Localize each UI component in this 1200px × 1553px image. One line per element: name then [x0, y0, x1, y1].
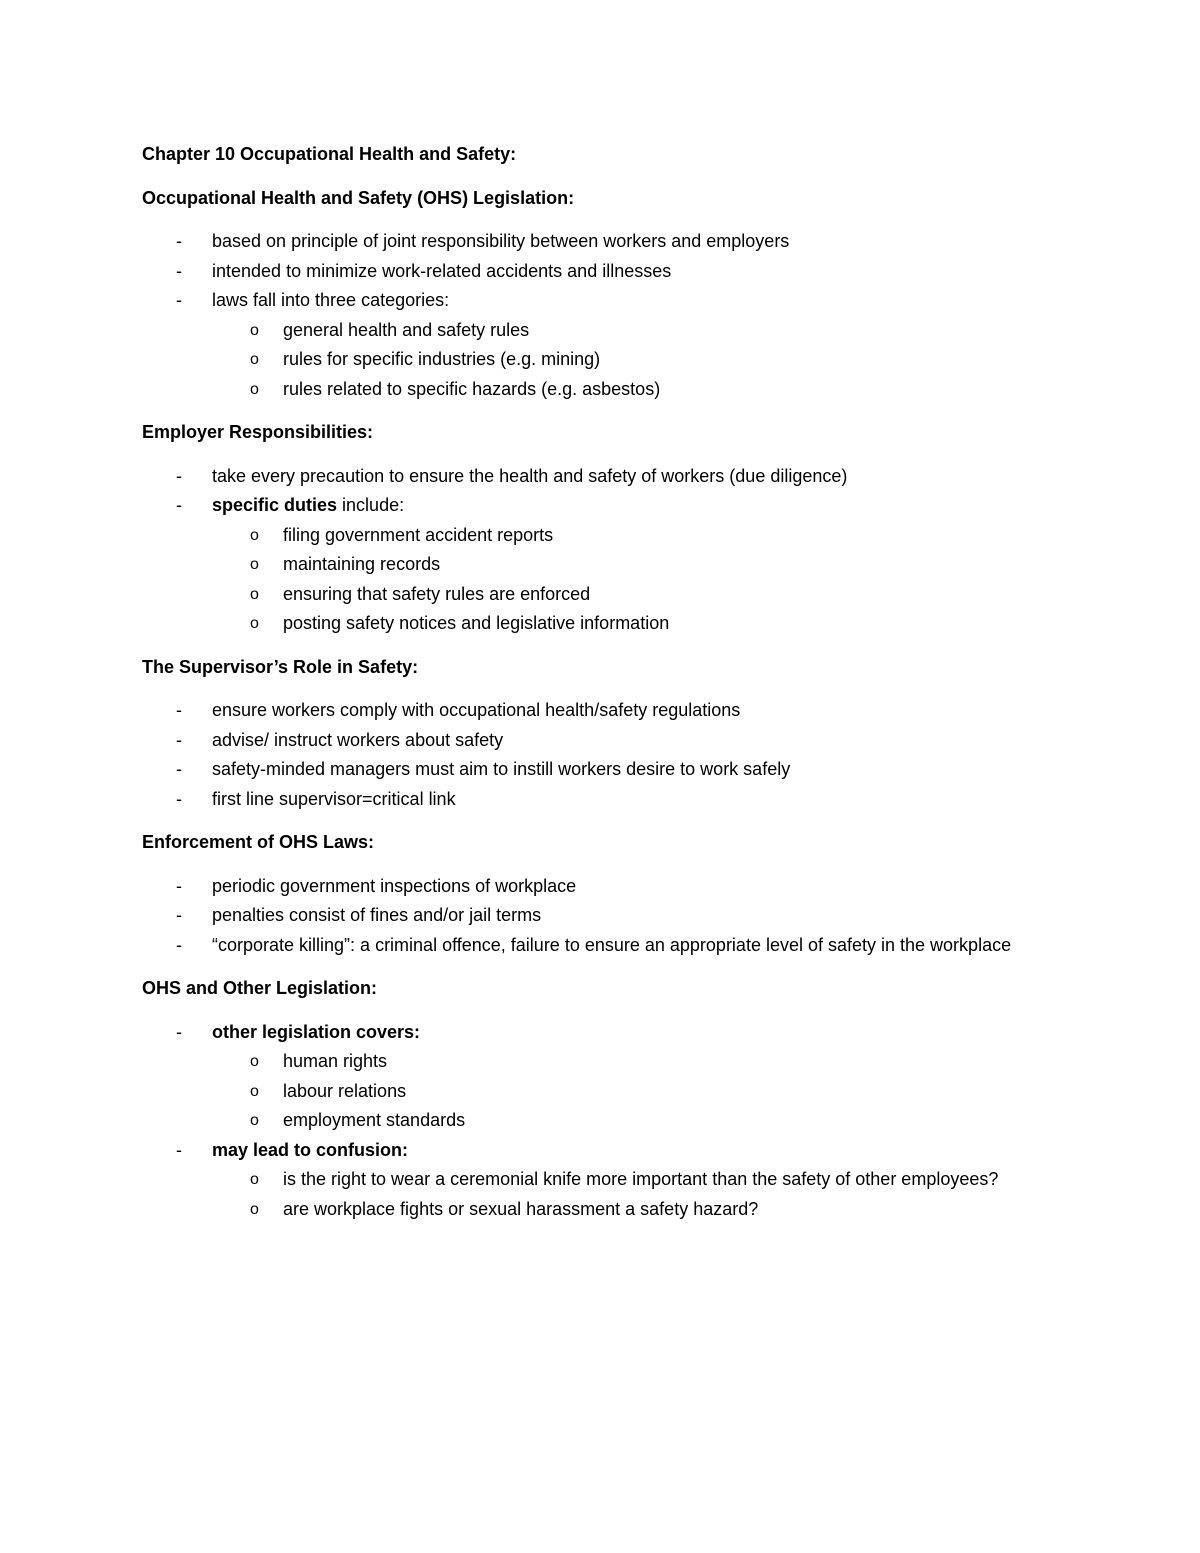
bullet-list	[142, 462, 1042, 639]
item-text: first line supervisor=critical link	[212, 788, 456, 809]
list-item	[142, 1018, 1042, 1136]
dash-marker: -	[176, 231, 182, 251]
sub-item-text: general health and safety rules	[283, 319, 530, 340]
sub-list-item	[142, 1195, 1042, 1225]
dash-marker: -	[176, 788, 182, 809]
circle-marker: o	[250, 556, 259, 573]
dash-marker: -	[176, 875, 182, 896]
dash-marker: -	[176, 729, 182, 750]
list-item	[142, 227, 1042, 257]
item-text: ensure workers comply with occupational health/safety regulations	[212, 700, 741, 720]
list-item	[142, 286, 1042, 404]
sub-item-text: rules for specific industries (e.g. mining)	[283, 349, 601, 369]
section-enforcement	[142, 828, 1042, 960]
dash-marker: -	[176, 260, 182, 281]
circle-marker: o	[250, 1053, 259, 1070]
item-bold-text: may lead to confusion:	[212, 1139, 409, 1160]
sub-item-text: human rights	[283, 1051, 388, 1071]
list-item	[142, 462, 1042, 492]
list-item	[142, 257, 1042, 287]
list-item	[142, 785, 1042, 815]
bullet-list	[142, 696, 1042, 814]
section-heading: Occupational Health and Safety (OHS) Legislation:	[142, 187, 575, 208]
section-heading: OHS and Other Legislation:	[142, 978, 378, 998]
section-supervisor-role	[142, 653, 1042, 815]
document-page	[142, 140, 1042, 1238]
list-item	[142, 931, 1042, 961]
sub-list-item	[142, 521, 1042, 551]
circle-marker: o	[250, 615, 259, 632]
sub-item-text: employment standards	[283, 1110, 466, 1130]
sub-list-item	[142, 1077, 1042, 1107]
list-item	[142, 696, 1042, 726]
sub-list-item	[142, 375, 1042, 405]
circle-marker: o	[250, 380, 259, 398]
item-text: intended to minimize work-related accidents and illnesses	[212, 260, 672, 281]
circle-marker: o	[250, 1082, 259, 1100]
sub-list-item	[142, 316, 1042, 346]
item-text: penalties consist of fines and/or jail terms	[212, 905, 542, 925]
item-text: based on principle of joint responsibility between workers and employers	[212, 231, 790, 251]
circle-marker: o	[250, 1200, 259, 1218]
item-text: “corporate killing”: a criminal offence, failure to ensure an appropriate level of safety in the workplace	[212, 934, 1012, 955]
dash-marker: -	[176, 1021, 182, 1042]
item-text: take every precaution to ensure the health and safety of workers (due diligence)	[212, 465, 848, 486]
dash-marker: -	[176, 1139, 182, 1160]
item-text: laws fall into three categories:	[212, 290, 450, 310]
bullet-list	[142, 1018, 1042, 1225]
dash-marker: -	[176, 465, 182, 486]
page-title: Chapter 10 Occupational Health and Safety:	[142, 144, 517, 164]
bullet-list	[142, 227, 1042, 404]
item-bold-text: specific duties	[212, 495, 338, 515]
circle-marker: o	[250, 585, 259, 603]
sub-item-text: ensuring that safety rules are enforced	[283, 583, 591, 604]
sub-item-text: labour relations	[283, 1080, 407, 1101]
section-heading: Employer Responsibilities:	[142, 422, 374, 442]
bullet-list	[142, 872, 1042, 961]
sub-list	[212, 316, 1042, 405]
item-text: safety-minded managers must aim to instill workers desire to work safely	[212, 759, 791, 779]
sub-list	[212, 1047, 1042, 1136]
sub-list-item	[142, 580, 1042, 610]
dash-marker: -	[176, 700, 182, 720]
sub-item-text: posting safety notices and legislative information	[283, 613, 670, 633]
sub-item-text: is the right to wear a ceremonial knife more important than the safety of other employees?	[283, 1169, 999, 1189]
sub-list-item	[142, 1047, 1042, 1077]
list-item	[142, 901, 1042, 931]
sub-list-item	[142, 1165, 1042, 1195]
sub-item-text: maintaining records	[283, 554, 441, 574]
circle-marker: o	[250, 1112, 259, 1129]
list-item	[142, 872, 1042, 902]
section-heading: The Supervisor’s Role in Safety:	[142, 656, 419, 677]
circle-marker: o	[250, 351, 259, 368]
sub-item-text: rules related to specific hazards (e.g. asbestos)	[283, 378, 661, 399]
sub-list-item	[142, 550, 1042, 580]
sub-item-text: filing government accident reports	[283, 524, 554, 545]
item-text: advise/ instruct workers about safety	[212, 729, 504, 750]
section-employer-responsibilities	[142, 418, 1042, 639]
dash-marker: -	[176, 495, 182, 515]
list-item	[142, 726, 1042, 756]
circle-marker: o	[250, 1171, 259, 1188]
item-text: periodic government inspections of workplace	[212, 875, 577, 896]
dash-marker: -	[176, 759, 182, 779]
dash-marker: -	[176, 934, 182, 955]
item-bold-text: other legislation covers:	[212, 1021, 421, 1042]
list-item	[142, 755, 1042, 785]
sub-list	[212, 521, 1042, 639]
section-other-legislation	[142, 974, 1042, 1224]
circle-marker: o	[250, 321, 259, 339]
item-text: include:	[337, 495, 405, 515]
list-item	[142, 1136, 1042, 1225]
sub-list-item	[142, 609, 1042, 639]
circle-marker: o	[250, 526, 259, 544]
sub-list	[212, 1165, 1042, 1224]
sub-list-item	[142, 1106, 1042, 1136]
section-ohs-legislation	[142, 184, 1042, 405]
section-heading: Enforcement of OHS Laws:	[142, 832, 375, 852]
sub-list-item	[142, 345, 1042, 375]
dash-marker: -	[176, 290, 182, 310]
dash-marker: -	[176, 905, 182, 925]
list-item	[142, 491, 1042, 639]
sub-item-text: are workplace fights or sexual harassment a safety hazard?	[283, 1198, 759, 1219]
